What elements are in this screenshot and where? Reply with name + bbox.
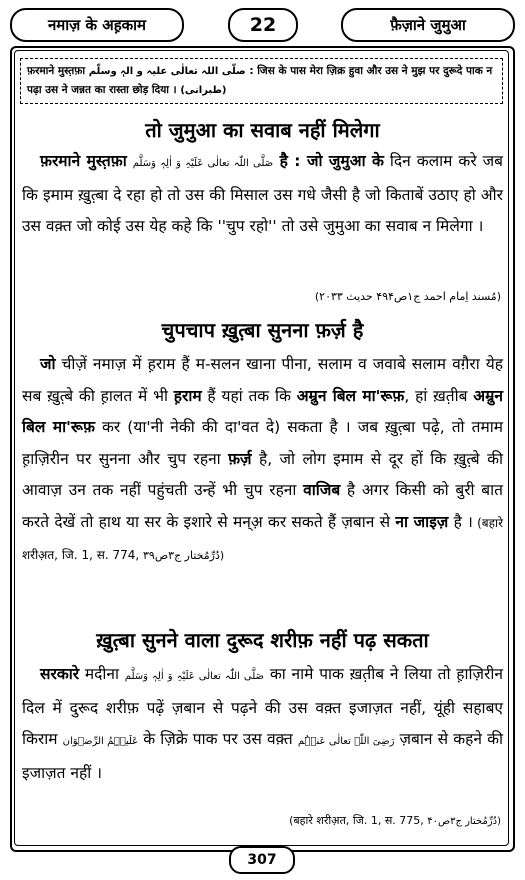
s3-t3: का नामे पाक ख़त़ीब ने लिया तो ह़ाज़िरीन दिल में दुरूद शरीफ़ पढ़ें ज़बान से पढ़ने की उस वक़्त इजाज़त नहीं, यूंही सहाबए किराम [22, 665, 503, 748]
s2-t5: अम्रुन बिल मा'रूफ़ [296, 386, 405, 405]
notice-source: (طبرانی) [180, 85, 227, 96]
section1-text: दिन कलाम करे जब कि इमाम ख़ुत़्बा दे रहा हो तो उस की मिसाल उस गधे जैसी है जो किताबें उठाए हो और उस वक़्त जो कोई उस येह कहे कि ''चुप रहो'' तो उसे जुमुआ का सवाब न मिलेगा । [22, 152, 504, 235]
section3-heading: ख़ुत़्बा सुनने वाला दुरूद शरीफ़ नहीं पढ़ सकता [96, 628, 429, 652]
s3-salutation-3: رَضِیَ اللّٰہ تعالٰی عَنۡہُم [297, 736, 395, 747]
section3-body [22, 659, 503, 789]
s2-t9: फ़र्ज़ [228, 449, 252, 468]
section1-after: है : जो जुमुआ के [273, 152, 384, 170]
header-right-title: फ़ैज़ाने जुमुआ [341, 8, 515, 42]
section1-heading: तो जुमुआ का सवाब नहीं मिलेगा [145, 118, 380, 142]
s2-citation-ar: دُرِّمُختار ج۳ص۳۹) [143, 549, 225, 562]
s3-citation-ar: دُرِّمُختار ج۳ص۴۰) [427, 816, 501, 827]
s2-t3: ह़राम [173, 386, 202, 405]
s2-t6: , हां ख़त़ीब [404, 386, 474, 405]
s3-salutation: صَلَّی اللّٰہ تعالٰی عَلَیْہِ وَ اٰلِہٖ وَسَلَّم [124, 671, 265, 682]
notice-salutation: صلّی اللہ تعالٰی علیہ و الہٖ وسلّم [88, 66, 246, 77]
section3-citation [289, 813, 501, 828]
s3-t5: ज़बान से कहने की इजाज़त नहीं । [22, 730, 504, 782]
s2-t1: जो [40, 355, 56, 373]
s2-t12: है अगर किसी को बुरी बात करते देखें तो हाथ या सर के इशारे से मन्अ़ कर सकते हैं ज़बान से [22, 481, 503, 531]
s3-salutation-2: عَلَیۡہِمُ الرِّضۡوَان [62, 736, 139, 747]
s2-citation-hi: (बहारे शरीअ़त, जि. 1, स. 774, [22, 515, 503, 562]
s2-t2: चीज़ें नमाज़ में ह़राम हैं म-सलन खाना पीना, सलाम व जवाबे सलाम वग़ैरा येह सब ख़ुत़्बे की ह़ालत में भी [22, 355, 503, 405]
notice-lead: फ़रमाने मुस्त़फ़ा [27, 65, 86, 77]
s2-t4: हैं यहां तक कि [201, 386, 297, 405]
s2-t14: है । [448, 512, 473, 531]
s2-t10: है, जो लोग इमाम से दूर हों कि ख़ुत़्बे की आवाज़ उन तक नहीं पहुंचती उन्हें भी चुप रहना [22, 449, 503, 499]
section1-citation: (مُسند اِمام احمد ج۱ص۴۹۴ حدیث ۲۰۳۳) [314, 290, 501, 303]
notice-text: : जिस के पास मेरा ज़िक्र हुवा और उस ने मुझ पर दुरूदे पाक न पढ़ा उस ने जन्नत का रास्ता छोड़ दिया । [27, 65, 493, 96]
s3-t4: के ज़िक्रे पाक पर उस वक़्त [138, 730, 298, 748]
s3-t2: मदीना [79, 665, 125, 683]
footer-page-number: 307 [229, 846, 295, 874]
s2-t7: अम्रुन बिल मा'रूफ़ [22, 386, 504, 436]
section1-lead: फ़रमाने मुस्त़फ़ा [40, 152, 127, 170]
s2-t8: कर (या'नी नेकी की दा'वत दे) सकता है । जब ख़ुत़्बा पढ़े, तो तमाम ह़ाज़िरीन पर सुनना और चुप रहना [22, 418, 503, 468]
s2-t11: वाजिब [303, 481, 341, 499]
section2-heading: चुपचाप ख़ुत़्बा सुनना फ़र्ज़ है [161, 318, 364, 342]
section1-body [22, 146, 503, 286]
notice-box [20, 58, 503, 104]
header-left-title: नमाज़ के अह़काम [10, 8, 184, 42]
s3-t1: सरकारे [40, 665, 80, 683]
s3-citation-hi: (बहारे शरीअ़त, जि. 1, स. 775, [289, 814, 428, 827]
header-page-number: 22 [228, 8, 298, 42]
section1-salutation: صَلَّی اللّٰہ تعالٰی عَلَیْہِ وَ اٰلِہٖ وَسَلَّم [132, 158, 274, 169]
section2-body [22, 349, 503, 609]
s2-t13: ना जाइज़ [395, 512, 449, 531]
